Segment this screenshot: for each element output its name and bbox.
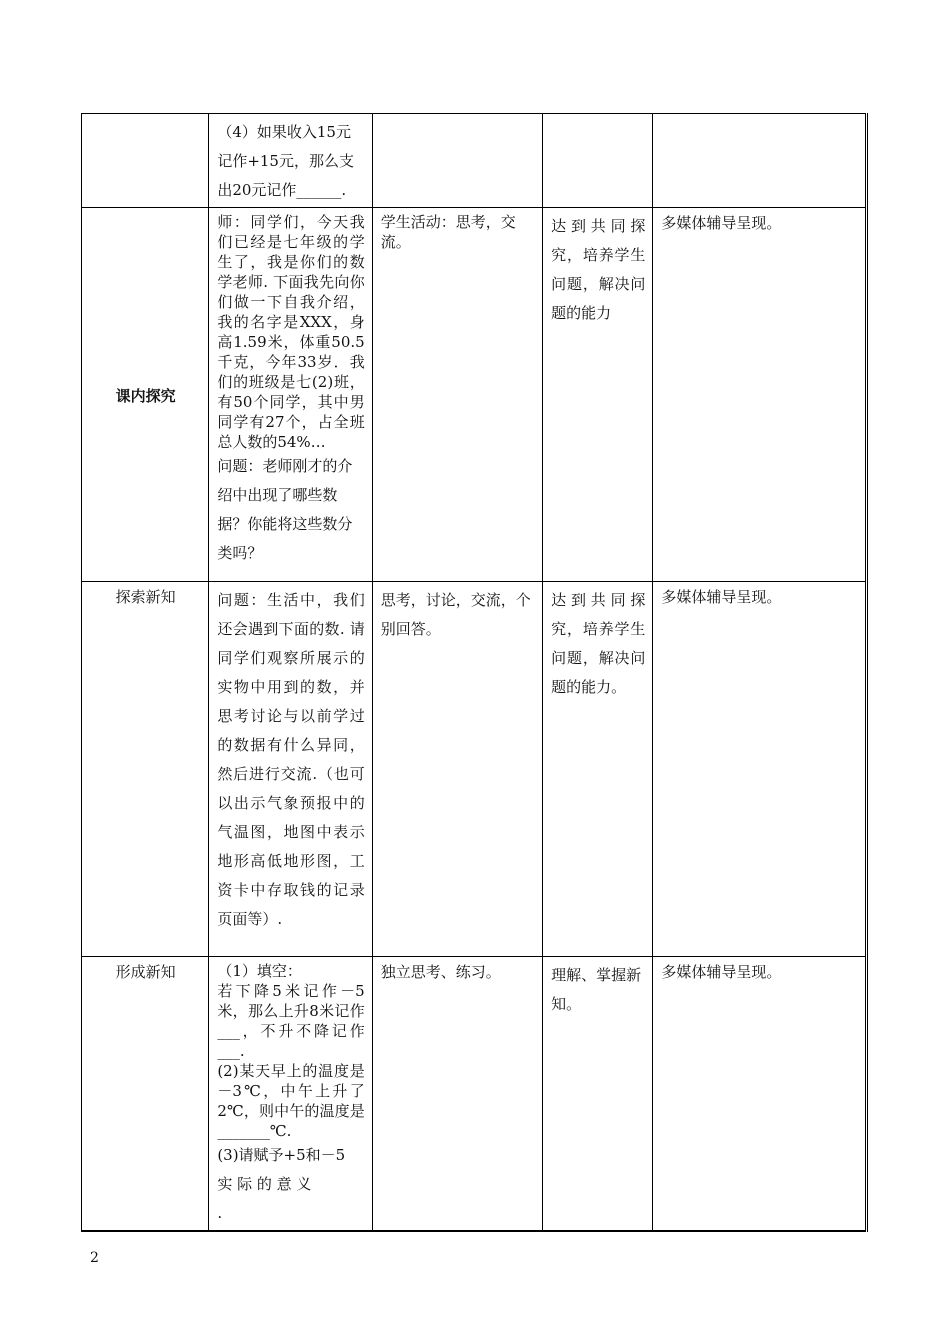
teacher-activity-cell xyxy=(209,957,372,1232)
media-cell: 多媒体辅导呈现。 xyxy=(653,582,867,957)
teacher-activity-cell xyxy=(209,114,372,208)
table-row xyxy=(82,208,867,582)
teacher-line: . xyxy=(217,1204,223,1222)
student-activity-cell: 学生活动：思考，交流。 xyxy=(372,208,542,582)
teacher-line: (3)请赋予+5和－5 xyxy=(217,1146,346,1164)
teacher-line: (2)某天早上的温度是－3℃，中午上升了2℃，则中午的温度是_______℃. xyxy=(217,1062,365,1140)
student-activity-cell: 思考，讨论，交流，个别回答。 xyxy=(372,582,542,957)
goal-cell: 达到共同探究，培养学生问题，解决问题的能力 xyxy=(543,208,653,582)
stage-cell: 课内探究 xyxy=(82,208,209,582)
teacher-line: （4）如果收入15元 xyxy=(217,123,351,141)
teacher-question: 问题：老师刚才的介绍中出现了哪些数据？你能将这些数分类吗？ xyxy=(217,457,353,562)
media-cell: 多媒体辅导呈现。 xyxy=(653,208,867,582)
teacher-line: 记作+15元，那么支 xyxy=(217,152,354,170)
stage-cell: 形成新知 xyxy=(82,957,209,1232)
goal-cell xyxy=(543,114,653,208)
goal-cell: 理解、掌握新知。 xyxy=(543,957,653,1232)
teacher-line: 若下降5米记作－5米，那么上升8米记作___，不升不降记作___. xyxy=(217,982,365,1060)
lesson-plan-table xyxy=(81,113,868,1232)
teacher-activity-cell: 问题：生活中，我们还会遇到下面的数. 请同学们观察所展示的实物中用到的数，并思考讨论与以前学过的数据有什么异同，然后进行交流.（也可以出示气象预报中的气温图，地图中表示地形高低地形图，工资卡中存取钱的记录页面等）. xyxy=(209,582,372,957)
media-cell xyxy=(653,114,867,208)
teacher-activity-cell xyxy=(209,208,372,582)
teacher-line: 实 际 的 意 义 xyxy=(217,1175,312,1193)
teacher-line: （1）填空： xyxy=(217,962,302,980)
table-row xyxy=(82,957,867,1232)
teacher-line: 出20元记作______. xyxy=(217,181,347,199)
table-row xyxy=(82,114,867,208)
student-activity-cell: 独立思考、练习。 xyxy=(372,957,542,1232)
stage-cell: 探索新知 xyxy=(82,582,209,957)
goal-cell: 达到共同探究，培养学生问题，解决问题的能力。 xyxy=(543,582,653,957)
stage-cell xyxy=(82,114,209,208)
table-row xyxy=(82,582,867,957)
student-activity-cell xyxy=(372,114,542,208)
media-cell: 多媒体辅导呈现。 xyxy=(653,957,867,1232)
page-number: 2 xyxy=(90,1250,99,1266)
teacher-paragraph: 师：同学们，今天我们已经是七年级的学生了，我是你们的数学老师. 下面我先向你们做一下自我介绍，我的名字是XXX，身高1.59米，体重50.5千克，今年33岁．我们的班级是七(2)班，有50个同学，其中男同学有27个，占全班总人数的54%… xyxy=(217,213,365,451)
